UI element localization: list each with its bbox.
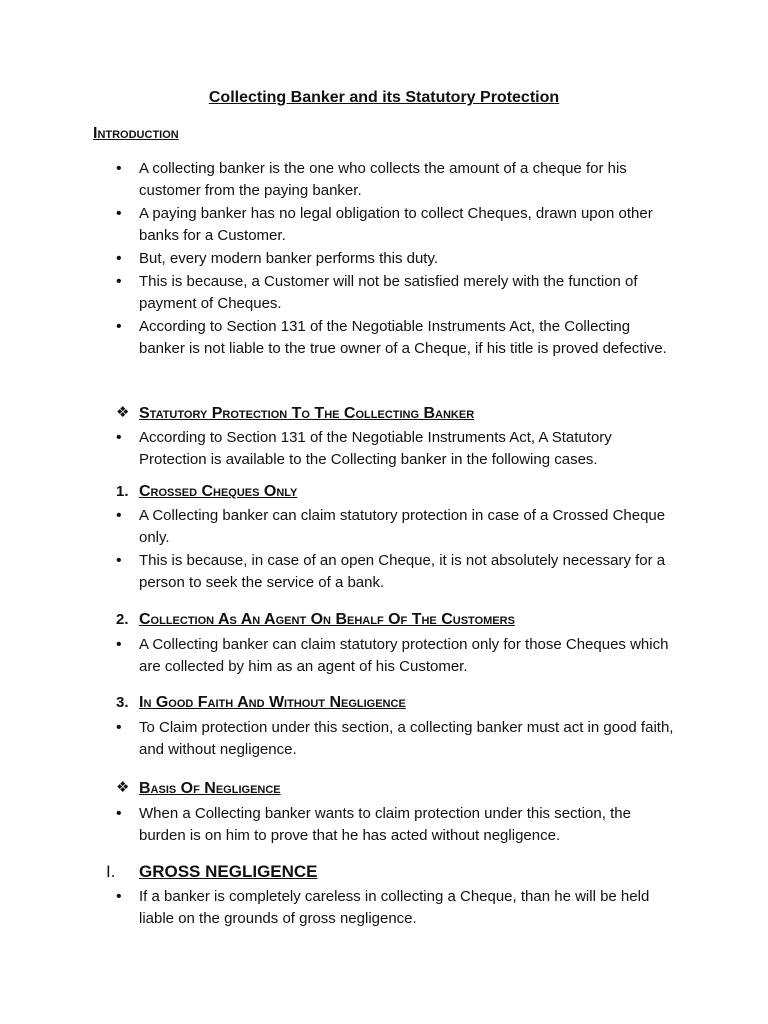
list-item: • This is because, in case of an open Cheque, it is not absolutely necessary for a person to seek the service of a bank. [116, 550, 678, 594]
list-item: • This is because, a Customer will not be satisfied merely with the function of payment of Cheques. [116, 271, 678, 315]
crossed-cheques-list [116, 505, 678, 595]
statutory-protection-list [116, 427, 678, 472]
list-item: • According to Section 131 of the Negotiable Instruments Act, the Collecting banker is not liable to the true owner of a Cheque, if his title is proved defective. [116, 316, 678, 360]
case-number: 2. [116, 611, 129, 628]
gross-negligence-heading: GROSS NEGLIGENCE [139, 862, 318, 881]
introduction-heading: Introduction [93, 125, 179, 142]
introduction-list [116, 158, 678, 361]
statutory-protection-heading: Statutory Protection To The Collecting Banker [139, 405, 475, 422]
list-item: • To Claim protection under this section, a collecting banker must act in good faith, and without negligence. [116, 717, 678, 761]
diamond-bullet-icon: ❖ [116, 779, 130, 796]
good-faith-list [116, 717, 678, 762]
crossed-cheques-heading: Crossed Cheques Only [139, 483, 298, 500]
list-item: • When a Collecting banker wants to claim protection under this section, the burden is on him to prove that he has acted without negligence. [116, 803, 678, 847]
list-item: • A Collecting banker can claim statutory protection only for those Cheques which are collected by him as an agent of his Customer. [116, 634, 678, 678]
case-number: 3. [116, 694, 129, 711]
basis-of-negligence-list [116, 803, 678, 848]
good-faith-heading: In Good Faith And Without Negligence [139, 694, 406, 711]
basis-of-negligence-heading: Basis Of Negligence [139, 780, 281, 797]
list-item: • But, every modern banker performs this duty. [116, 248, 678, 270]
list-item: • A Collecting banker can claim statutory protection in case of a Crossed Cheque only. [116, 505, 678, 549]
list-item: • If a banker is completely careless in collecting a Cheque, than he will be held liable on the grounds of gross negligence. [116, 886, 678, 930]
roman-numeral: I. [106, 862, 116, 881]
list-item: • A collecting banker is the one who collects the amount of a cheque for his customer from the paying banker. [116, 158, 678, 202]
collection-as-agent-list [116, 634, 678, 679]
collection-as-agent-heading: Collection As An Agent On Behalf Of The Customers [139, 611, 515, 628]
list-item: • A paying banker has no legal obligation to collect Cheques, drawn upon other banks for a Customer. [116, 203, 678, 247]
list-item: • According to Section 131 of the Negotiable Instruments Act, A Statutory Protection is available to the Collecting banker in the following cases. [116, 427, 678, 471]
gross-negligence-list [116, 886, 678, 931]
document-title: Collecting Banker and its Statutory Protection [208, 89, 560, 106]
case-number: 1. [116, 483, 129, 500]
diamond-bullet-icon: ❖ [116, 404, 130, 421]
